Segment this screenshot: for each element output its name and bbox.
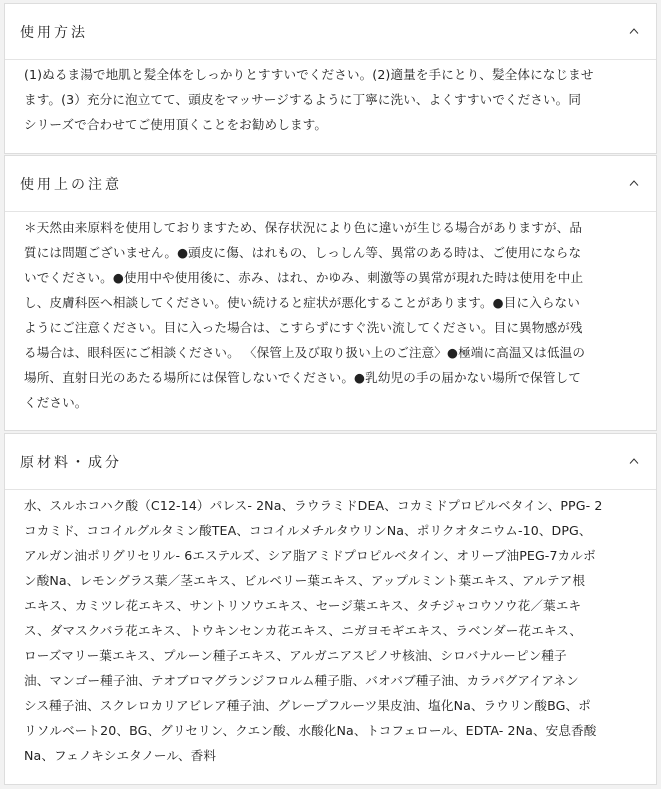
usage-section xyxy=(4,3,657,154)
section-divider xyxy=(5,489,656,490)
ingredients-text-line: ン酸Na、レモングラス葉／茎エキス、ビルベリー葉エキス、アップルミント葉エキス、アルテア根 xyxy=(24,573,586,588)
caution-section-header[interactable] xyxy=(5,156,656,211)
caution-text-line: ようにご注意ください。目に入った場合は、こすらずにすぐ洗い流してください。目に異物感が残 xyxy=(24,320,583,335)
caution-text-line: いでください。●使用中や使用後に、赤み、はれ、かゆみ、刺激等の異常が現れた時は使用を中止 xyxy=(24,270,584,285)
ingredients-text-line: コカミド、ココイルグルタミン酸TEA、ココイルメチルタウリンNa、ポリクオタニウム-10、DPG、 xyxy=(24,523,592,538)
ingredients-section-title: 原材料・成分 xyxy=(20,455,122,471)
caution-section-body xyxy=(24,215,642,415)
chevron-up-icon[interactable] xyxy=(629,180,639,186)
ingredients-section-body xyxy=(24,493,642,768)
ingredients-text-line: Na、フェノキシエタノール、香料 xyxy=(24,748,217,763)
ingredients-text-line: シス種子油、スクレロカリアビレア種子油、グレープフルーツ果皮油、塩化Na、ラウリン酸BG、ポ xyxy=(24,698,591,713)
ingredients-section xyxy=(4,433,657,785)
usage-text-line: (1)ぬるま湯で地肌と髪全体をしっかりとすすいでください。(2)適量を手にとり、髪全体になじませ xyxy=(24,67,594,82)
usage-section-body xyxy=(24,62,642,137)
usage-section-title: 使用方法 xyxy=(20,25,88,41)
ingredients-text-line: エキス、カミツレ花エキス、サントリソウエキス、セージ葉エキス、タチジャコウソウ花／葉エキ xyxy=(24,598,582,613)
chevron-up-icon[interactable] xyxy=(629,28,639,34)
usage-text-line: ます。(3）充分に泡立てて、頭皮をマッサージするように丁寧に洗い、よくすすいでください。同 xyxy=(24,92,582,107)
caution-text-line: ＊天然由来原料を使用しておりますため、保存状況により色に違いが生じる場合がありますが、品 xyxy=(24,220,583,235)
section-divider xyxy=(5,211,656,212)
section-divider xyxy=(5,59,656,60)
usage-section-header[interactable] xyxy=(5,4,656,59)
ingredients-text-line: ローズマリー葉エキス、プルーン種子エキス、アルガニアスピノサ核油、シロバナルーピン種子 xyxy=(24,648,567,663)
caution-text-line: る場合は、眼科医にご相談ください。 〈保管上及び取り扱い上のご注意〉●極端に高温又は低温の xyxy=(24,345,586,360)
caution-text-line: ください。 xyxy=(24,395,88,410)
ingredients-text-line: ス、ダマスクバラ花エキス、トウキンセンカ花エキス、ニガヨモギエキス、ラベンダー花エキス、 xyxy=(24,623,583,638)
ingredients-text-line: 水、スルホコハク酸（C12-14）パレス- 2Na、ラウラミドDEA、コカミドプロピルベタイン、PPG- 2 xyxy=(24,498,603,513)
ingredients-text-line: 油、マンゴー種子油、テオブロマグランジフロルム種子脂、バオバブ種子油、カラパグアイアネン xyxy=(24,673,579,688)
ingredients-section-header[interactable] xyxy=(5,434,656,489)
caution-text-line: 質には問題ございません。●頭皮に傷、はれもの、しっしん等、異常のある時は、ご使用にならな xyxy=(24,245,582,260)
caution-section-title: 使用上の注意 xyxy=(20,177,122,193)
usage-text-line: シリーズで合わせてご使用頂くことをお勧めします。 xyxy=(24,117,328,132)
caution-text-line: 場所、直射日光のあたる場所には保管しないでください。●乳幼児の手の届かない場所で保管して xyxy=(24,370,581,385)
caution-text-line: し、皮膚科医へ相談してください。使い続けると症状が悪化することがあります。●目に入らない xyxy=(24,295,580,310)
ingredients-text-line: アルガン油ポリグリセリル- 6エステルズ、シア脂アミドプロピルベタイン、オリーブ油PEG-7カルボ xyxy=(24,548,596,563)
chevron-up-icon[interactable] xyxy=(629,458,639,464)
ingredients-text-line: リソルベート20、BG、グリセリン、クエン酸、水酸化Na、トコフェロール、EDTA- 2Na、安息香酸 xyxy=(24,723,597,738)
caution-section xyxy=(4,155,657,431)
